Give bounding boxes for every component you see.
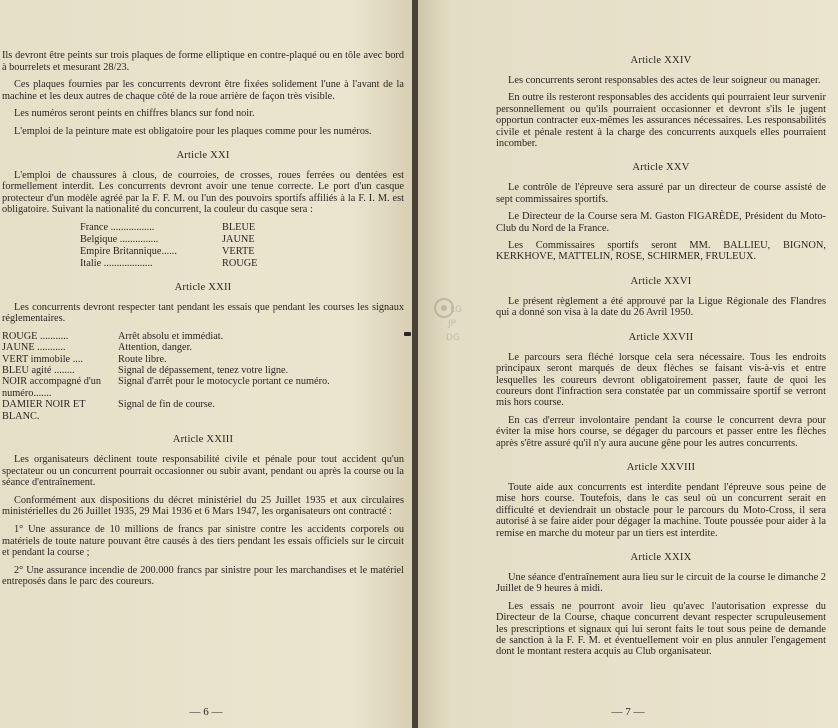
ink-mark [404, 332, 411, 336]
intro-paragraph: Ils devront être peints sur trois plaques de forme elliptique en contre-plaqué ou en tôle avec bord à bourrelets et mesurant 28/23. [2, 50, 404, 73]
article-xxi-text: L'emploi de chaussures à clous, de courroies, de crosses, roues ferrées ou dentées est formellement interdit. Les concurrents devront avoir une tenue correcte. Le port d'un casque protecteur d'un modèle agréé par la F. F. M. ou l'un des pouvoirs sportifs affiliés à la F. I. M. est obligatoire. Suivant la nationalité du concurrent, la couleur du casque sera : [2, 169, 404, 216]
article-xxvii-paragraph: Le parcours sera fléché lorsque cela sera nécessaire. Tous les endroits principaux seront marqués de deux flèches se faisant vis-à-vis et entre lesquelles les coureurs devront obligatoirement passer, faute de quoi les coureurs dont l'infraction sera constatée par un commissaire sportif se verront mis hors course. [496, 351, 826, 409]
article-xxii-title: Article XXII [174, 281, 232, 293]
article-xxv-paragraph: Le Directeur de la Course sera M. Gaston FIGARÈDE, Président du Moto-Club du Nord de la France. [496, 211, 826, 234]
signal-meaning: Signal de fin de course. [118, 399, 215, 411]
article-xxv-paragraph: Les Commissaires sportifs seront MM. BALLIEU, BIGNON, KERKHOVE, MATTELIN, ROSE, SCHIRMER, FRULEUX. [496, 240, 826, 263]
helmet-country: Italie ................... [80, 257, 153, 269]
signal-meaning: Route libre. [118, 353, 167, 365]
helmet-row [80, 234, 257, 246]
signal-meaning: Arrêt absolu et immédiat. [118, 330, 224, 342]
helmet-color: BLEUE [222, 221, 256, 233]
article-xxv-paragraph: Le contrôle de l'épreuve sera assuré par un directeur de course assisté de sept commissaires sportifs. [496, 182, 826, 205]
article-xxvii-title: Article XXVII [628, 331, 694, 343]
right-page [418, 0, 838, 728]
signal-row [2, 354, 404, 365]
intro-paragraph: Les numéros seront peints en chiffres blancs sur fond noir. [14, 108, 255, 120]
article-xxix-paragraph: Une séance d'entraînement aura lieu sur le circuit de la course le dimanche 2 Juillet de 9 heures à midi. [496, 571, 826, 595]
left-page [0, 0, 412, 728]
svg-text:JP: JP [448, 319, 457, 329]
signal-key: BLEU agité ........ [2, 364, 75, 376]
signal-row [2, 399, 404, 422]
svg-text:DG: DG [446, 333, 460, 343]
helmet-color: JAUNE [222, 233, 255, 245]
helmet-row [80, 246, 257, 258]
article-xxvi-title: Article XXVI [630, 275, 692, 287]
collection-stamp [432, 296, 466, 346]
signal-key: ROUGE ........... [2, 330, 69, 342]
signal-meaning: Signal de dépassement, tenez votre ligne. [118, 364, 289, 376]
signal-row [2, 376, 404, 399]
helmet-country: Belgique ............... [80, 233, 159, 245]
signal-row [2, 331, 404, 342]
article-xxvii-paragraph: En cas d'erreur involontaire pendant la course le concurrent devra pour éviter la mise hors course, se dégager du parcours et passer entre les flèches après s'être assuré qu'il n'y aura aucune gêne pour les autres concurrents. [496, 414, 826, 449]
signal-key: VERT immobile .... [2, 353, 83, 365]
signal-meaning: Attention, danger. [118, 342, 193, 354]
signal-meaning: Signal d'arrêt pour le motocycle portant ce numéro. [118, 376, 330, 388]
helmet-country: Empire Britannique...... [80, 245, 177, 257]
article-xxiii-paragraph: 1° Une assurance de 10 millions de francs par sinistre contre les accidents corporels ou matériels de toute nature pouvant être causés à des tiers pendant les essais officiels sur le circuit et pendant la course ; [2, 523, 404, 559]
article-xxviii-title: Article XXVIII [626, 461, 696, 473]
article-xxix-title: Article XXIX [630, 551, 692, 563]
helmet-color: ROUGE [222, 257, 258, 269]
article-xxi-title: Article XXI [176, 149, 230, 161]
article-xxiii-paragraph: Les organisateurs déclinent toute responsabilité civile et pénale pour tout accident qu'un spectateur ou un concurrent pourrait occasionner ou subir avant, pendant ou après la course ou la séance d'entraînement. [2, 454, 404, 489]
article-xxiii-paragraph: 2° Une assurance incendie de 200.000 francs par sinistre pour les marchandises et le matériel entreposés dans le parc des coureurs. [2, 564, 404, 588]
signals-table [2, 331, 404, 422]
article-xxix-paragraph: Les essais ne pourront avoir lieu qu'avec l'autorisation expresse du Directeur de la Course, chaque concurrent devant respecter scrupuleusement les prescriptions et signaux qui lui seront faits le tout sous peine de demande de sanction à la F. F. M. et éventuellement voir en plus annuler l'engagement dont le montant restera acquis au Club organisateur. [496, 600, 826, 658]
article-xxiv-paragraph: Les concurrents seront responsables des actes de leur soigneur ou manager. [508, 75, 821, 86]
signal-row [2, 365, 404, 376]
article-xxvi-paragraph: Le présent règlement a été approuvé par la Ligue Régionale des Flandres qui a donné son visa à la date du 26 Avril 1950. [496, 295, 826, 319]
signal-row [2, 342, 404, 353]
signal-key: JAUNE ........... [2, 342, 66, 354]
article-xxiii-title: Article XXIII [172, 434, 234, 445]
helmet-color-table [80, 222, 257, 270]
article-xxviii-paragraph: Toute aide aux concurrents est interdite pendant l'épreuve sous peine de mise hors course. Toutefois, dans le cas seul où un concurrent serait en difficulté et deviendrait un obstacle pour le parcours du Moto-Cross, il sera autorisé à se faire aider pour dégager la machine. Toute poussée pour aider à la remise en marche du moteur par un tiers est interdite. [496, 481, 826, 539]
intro-paragraph: L'emploi de la peinture mate est obligatoire pour les plaques comme pour les numéros. [14, 125, 372, 137]
article-xxiii-paragraph: Conformément aux dispositions du décret ministériel du 25 Juillet 1935 et aux circulaires ministérielles du 26 Juillet 1935, 29 Mai 1936 et 6 Mars 1947, les organisateurs ont contracté : [2, 494, 404, 518]
svg-text:LG: LG [450, 305, 462, 315]
signal-key: NOIR accompagné d'un numéro....... [2, 376, 102, 399]
article-xxii-text: Les concurrents devront respecter tant pendant les essais que pendant les courses les signaux réglementaires. [2, 301, 404, 325]
article-xxiv-title: Article XXIV [630, 55, 692, 66]
signal-key: DAMIER NOIR ET BLANC. [2, 399, 86, 422]
article-xxiv-paragraph: En outre ils resteront responsables des accidents qui pourraient leur survenir personnellement ou qu'ils pourraient occasionner et devront s'ils le jugent opportun contracter eux-mêmes les assurances nécessaires. Les responsabilités civile et pénale restent à la charge des concurrents auxquels elles pourraient incomber. [496, 92, 826, 150]
helmet-row [80, 222, 257, 234]
helmet-color: VERTE [222, 245, 255, 257]
helmet-row [80, 258, 257, 270]
page-number-right: — 7 — [611, 706, 645, 718]
page-number-left: — 6 — [189, 706, 223, 718]
helmet-country: France ................. [80, 221, 155, 233]
intro-paragraph: Ces plaques fournies par les concurrents devront être fixées solidement l'une à l'avant de la machine et les deux autres de chaque côté de la roue arrière de façon très visible. [2, 79, 404, 102]
article-xxv-title: Article XXV [632, 162, 690, 174]
